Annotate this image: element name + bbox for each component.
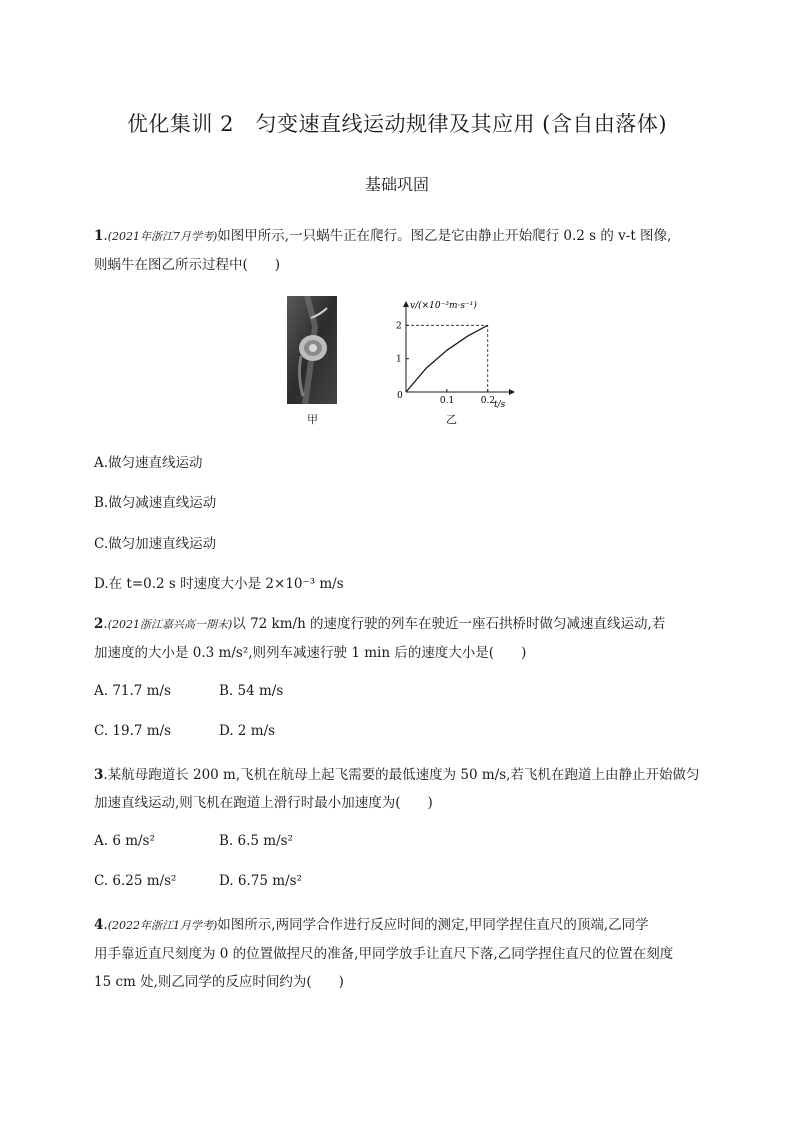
q1-option-c[interactable]: C.做匀加速直线运动 (94, 536, 217, 552)
question-4-stem: 4.(2022年浙江1月学考)如图所示,两同学合作进行反应时间的测定,甲同学捏住直尺的顶端,乙同学 用手靠近直尺刻度为 0 的位置做捏尺的准备,甲同学放手让直尺下落,乙同学捏住直尺的位置在刻度 15 cm 处,则乙同学的反应时间约为( ) (94, 917, 674, 990)
q2-option-b[interactable]: B. 54 m/s (219, 683, 284, 699)
q3-option-b[interactable]: B. 6.5 m/s² (219, 833, 293, 849)
vt-chart-svg (390, 294, 520, 410)
question-text-line2: 加速度的大小是 0.3 m/s²,则列车减速行驶 1 min 后的速度大小是( ) (94, 645, 527, 661)
q1-option-d[interactable]: D.在 t=0.2 s 时速度大小是 2×10⁻³ m/s (94, 576, 344, 592)
q2-option-d[interactable]: D. 2 m/s (219, 723, 276, 739)
q3-option-c[interactable]: C. 6.25 m/s² (94, 873, 177, 889)
question-source: (2021浙江嘉兴高一期末) (107, 618, 233, 631)
question-text-line1: 如图所示,两同学合作进行反应时间的测定,甲同学捏住直尺的顶端,乙同学 (217, 917, 649, 933)
x-tick-label: 0.1 (439, 396, 455, 406)
vt-chart (390, 294, 520, 410)
question-number: 3 (94, 767, 104, 783)
q3-option-d[interactable]: D. 6.75 m/s² (219, 873, 302, 889)
velocity-curve (406, 325, 488, 392)
question-2-stem: 2.(2021浙江嘉兴高一期末)以 72 km/h 的速度行驶的列车在驶近一座石拱桥时做匀减速直线运动,若 加速度的大小是 0.3 m/s²,则列车减速行驶 1 min 后的速度大小是( ) (94, 616, 666, 661)
question-text-line1: 以 72 km/h 的速度行驶的列车在驶近一座石拱桥时做匀减速直线运动,若 (232, 616, 666, 632)
question-number: 4 (94, 917, 104, 933)
question-3-stem: 3.某航母跑道长 200 m,飞机在航母上起飞需要的最低速度为 50 m/s,若飞机在跑道上由静止开始做匀 加速直线运动,则飞机在跑道上滑行时最小加速度为( ) (94, 767, 700, 811)
q3-option-a[interactable]: A. 6 m/s² (94, 833, 155, 849)
question-text-line2: 加速直线运动,则飞机在跑道上滑行时最小加速度为( ) (94, 795, 433, 811)
q2-option-c[interactable]: C. 19.7 m/s (94, 723, 172, 739)
question-number: 2 (94, 616, 104, 632)
x-tick-label: 0.2 (480, 396, 496, 406)
snail-photo-image (287, 296, 337, 404)
origin-label: 0 (397, 391, 403, 401)
figure-caption-left: 甲 (307, 413, 318, 426)
question-text-line3: 15 cm 处,则乙同学的反应时间约为( ) (94, 974, 344, 990)
snail-photo (287, 296, 337, 404)
y-axis-label: v/(×10⁻³m·s⁻¹) (410, 301, 477, 311)
question-text-line1: 如图甲所示,一只蜗牛正在爬行。图乙是它由静止开始爬行 0.2 s 的 v-t 图像, (217, 228, 672, 244)
question-1-stem: 1.(2021年浙江7月学考)如图甲所示,一只蜗牛正在爬行。图乙是它由静止开始爬行 0.2 s 的 v-t 图像, 则蜗牛在图乙所示过程中( ) (94, 228, 672, 273)
question-source: (2021年浙江7月学考) (107, 230, 218, 243)
question-number: 1 (94, 228, 104, 244)
q1-option-a[interactable]: A.做匀速直线运动 (94, 455, 203, 471)
question-text-line1: 某航母跑道长 200 m,飞机在航母上起飞需要的最低速度为 50 m/s,若飞机在跑道上由静止开始做匀 (107, 767, 700, 783)
y-tick-label: 1 (396, 354, 402, 365)
figure-caption-right: 乙 (446, 413, 457, 426)
question-source: (2022年浙江1月学考) (107, 919, 218, 932)
y-tick-label: 2 (396, 321, 402, 332)
q1-option-b[interactable]: B.做匀减速直线运动 (94, 495, 217, 511)
page-title: 优化集训 2 匀变速直线运动规律及其应用 (含自由落体) (126, 112, 668, 136)
section-heading: 基础巩固 (364, 175, 429, 194)
question-text-line2: 用手靠近直尺刻度为 0 的位置做捏尺的准备,甲同学放手让直尺下落,乙同学捏住直尺的位置在刻度 (94, 946, 674, 962)
x-axis-label: t/s (494, 400, 506, 410)
q2-option-a[interactable]: A. 71.7 m/s (94, 683, 171, 699)
question-text-line2: 则蜗牛在图乙所示过程中( ) (94, 257, 281, 273)
